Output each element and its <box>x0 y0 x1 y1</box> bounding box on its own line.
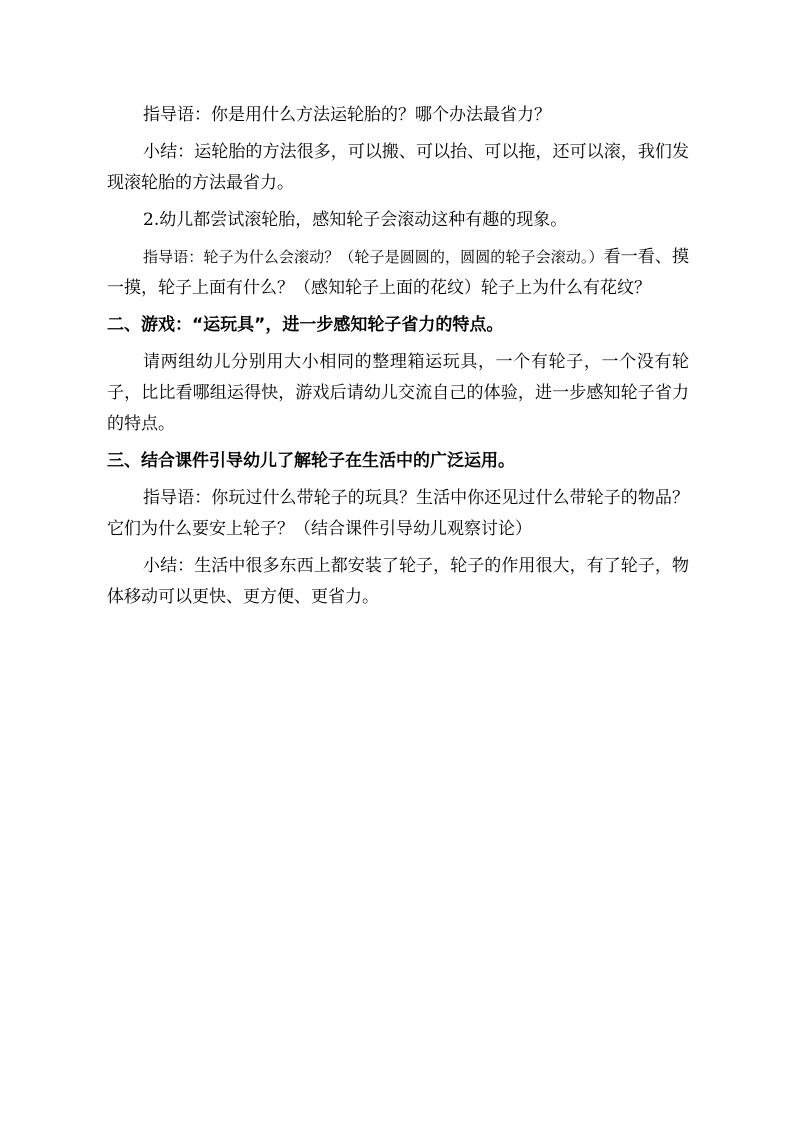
document-body <box>107 100 689 613</box>
paragraph-summary-1: 小结：运轮胎的方法很多，可以搬、可以抬、可以拖，还可以滚，我们发现滚轮胎的方法最省力。 <box>107 142 689 193</box>
section-heading-3: 三、结合课件引导幼儿了解轮子在生活中的广泛运用。 <box>107 451 515 471</box>
paragraph-summary-2: 小结：生活中很多东西上都安装了轮子，轮子的作用很大，有了轮子，物体移动可以更快、更方便、更省力。 <box>107 556 689 607</box>
paragraph-guide-question-2 <box>107 242 689 304</box>
paragraph-guide-question-1: 指导语：你是用什么方法运轮胎的？哪个办法最省力？ <box>143 105 551 125</box>
section-heading-2: 二、游戏：“运玩具”，进一步感知轮子省力的特点。 <box>107 315 504 335</box>
paragraph-guide-question-3: 指导语：你玩过什么带轮子的玩具？生活中你还见过什么带轮子的物品？它们为什么要安上轮子？（结合课件引导幼儿观察讨论） <box>107 488 689 539</box>
paragraph-step-2: 2.幼儿都尝试滚轮胎，感知轮子会滚动这种有趣的现象。 <box>143 210 568 230</box>
paragraph-game-description: 请两组幼儿分别用大小相同的整理箱运玩具，一个有轮子，一个没有轮子，比比看哪组运得快，游戏后请幼儿交流自己的体验，进一步感知轮子省力的特点。 <box>107 352 689 434</box>
guide-question-2-part2: 看一看、摸一摸，轮子上面有什么？（感知轮子上面的花纹）轮子上为什么有花纹？ <box>107 247 689 298</box>
guide-question-2-part1: 指导语：轮子为什么会滚动？（轮子是圆圆的，圆圆的轮子会滚动。） <box>143 248 604 266</box>
